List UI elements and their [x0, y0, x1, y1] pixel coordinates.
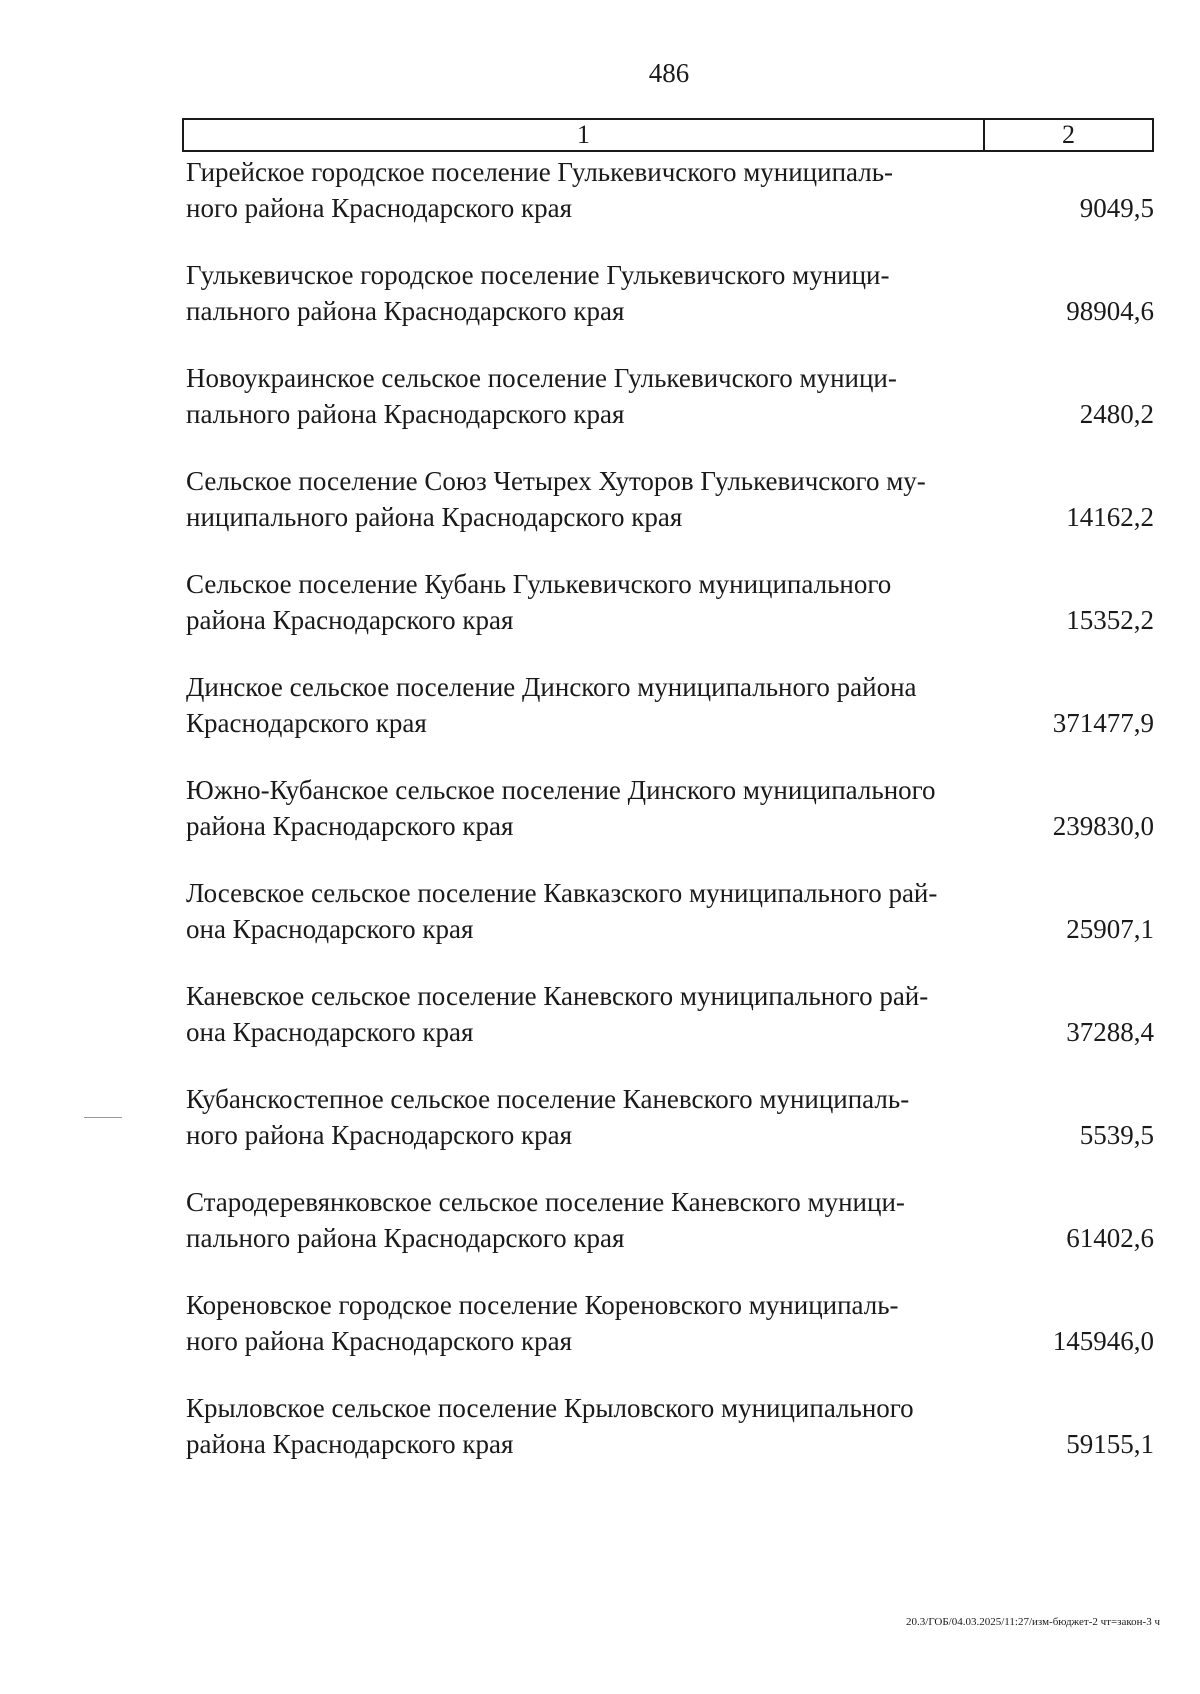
settlement-name-line: Кореновское городское поселение Кореновского муниципаль-: [186, 1290, 899, 1320]
table-row: [186, 1081, 1154, 1161]
settlement-name-line: района Краснодарского края: [186, 1429, 514, 1459]
settlement-name-line: Гулькевичское городское поселение Гулькевичского муници-: [186, 260, 890, 290]
settlement-name: [186, 1081, 986, 1153]
settlement-name-line: ного района Краснодарского края: [186, 1326, 572, 1356]
settlement-value: 15352,2: [1066, 605, 1154, 635]
settlement-value: 37288,4: [1066, 1017, 1154, 1047]
settlement-name: [186, 772, 986, 844]
settlement-value: 371477,9: [1052, 708, 1154, 738]
settlement-value: 59155,1: [1066, 1429, 1154, 1459]
settlement-value: 239830,0: [1052, 811, 1154, 841]
settlement-name: [186, 463, 986, 535]
table-row: [186, 1390, 1154, 1470]
table-row: [186, 257, 1154, 337]
settlement-value: 145946,0: [1052, 1326, 1154, 1356]
settlement-name-line: Динское сельское поселение Динского муниципального района: [186, 672, 917, 702]
settlement-name: [186, 154, 986, 226]
settlement-value: 5539,5: [1079, 1120, 1154, 1150]
settlement-name-line: Южно-Кубанское сельское поселение Динского муниципального: [186, 775, 936, 805]
settlement-value: 9049,5: [1079, 193, 1154, 223]
settlement-name-line: района Краснодарского края: [186, 811, 514, 841]
table-header: [182, 118, 1154, 152]
table-row: [186, 978, 1154, 1058]
header-col-1: 1: [184, 120, 985, 150]
table-row: [186, 772, 1154, 852]
settlement-name-line: Новоукраинское сельское поселение Гулькевичского муници-: [186, 363, 897, 393]
settlement-value: 14162,2: [1066, 502, 1154, 532]
settlement-name: [186, 875, 986, 947]
settlement-name: [186, 360, 986, 432]
table-row: [186, 154, 1154, 234]
settlement-name-line: Крыловское сельское поселение Крыловского муниципального: [186, 1393, 914, 1423]
header-col-2: 2: [1062, 120, 1075, 149]
settlement-name-line: пального района Краснодарского края: [186, 399, 625, 429]
settlement-name-line: ного района Краснодарского края: [186, 193, 572, 223]
settlement-name: [186, 1184, 986, 1256]
settlement-name-line: Сельское поселение Кубань Гулькевичского муниципального: [186, 569, 892, 599]
settlement-name-line: Краснодарского края: [186, 708, 427, 738]
page-number: 486: [648, 58, 690, 88]
settlement-name: [186, 1287, 986, 1359]
table-row: [186, 669, 1154, 749]
settlement-value: 2480,2: [1079, 399, 1154, 429]
settlement-name-line: Сельское поселение Союз Четырех Хуторов Гулькевичского му-: [186, 466, 926, 496]
settlement-name: [186, 1390, 986, 1462]
settlement-name: [186, 566, 986, 638]
settlement-name-line: района Краснодарского края: [186, 605, 514, 635]
settlement-name-line: она Краснодарского края: [186, 1017, 474, 1047]
settlement-name: [186, 257, 986, 329]
settlement-name-line: ниципального района Краснодарского края: [186, 502, 683, 532]
table-row: [186, 566, 1154, 646]
settlement-name-line: она Краснодарского края: [186, 914, 474, 944]
settlement-name-line: Гирейское городское поселение Гулькевичского муниципаль-: [186, 157, 894, 187]
settlement-name-line: ного района Краснодарского края: [186, 1120, 572, 1150]
settlement-value: 25907,1: [1066, 914, 1154, 944]
table-row: [186, 875, 1154, 955]
settlement-name-line: Каневское сельское поселение Каневского муниципального рай-: [186, 981, 929, 1011]
settlement-name-line: пального района Краснодарского края: [186, 296, 625, 326]
settlement-name: [186, 669, 986, 741]
settlement-name-line: Кубанскостепное сельское поселение Каневского муниципаль-: [186, 1084, 910, 1114]
settlement-name-line: Стародеревянковское сельское поселение Каневского муници-: [186, 1187, 905, 1217]
settlement-value: 98904,6: [1066, 296, 1154, 326]
settlement-value: 61402,6: [1066, 1223, 1154, 1253]
table-row: [186, 463, 1154, 543]
settlement-name-line: Лосевское сельское поселение Кавказского муниципального рай-: [186, 878, 938, 908]
settlement-name-line: пального района Краснодарского края: [186, 1223, 625, 1253]
footer-document-code: 20.3/ГОБ/04.03.2025/11:27/изм-бюджет-2 чт=закон-3 ч: [906, 1616, 1160, 1628]
margin-mark-divider: [84, 1117, 122, 1118]
table-row: [186, 1287, 1154, 1367]
table-row: [186, 360, 1154, 440]
settlement-name: [186, 978, 986, 1050]
table-row: [186, 1184, 1154, 1264]
